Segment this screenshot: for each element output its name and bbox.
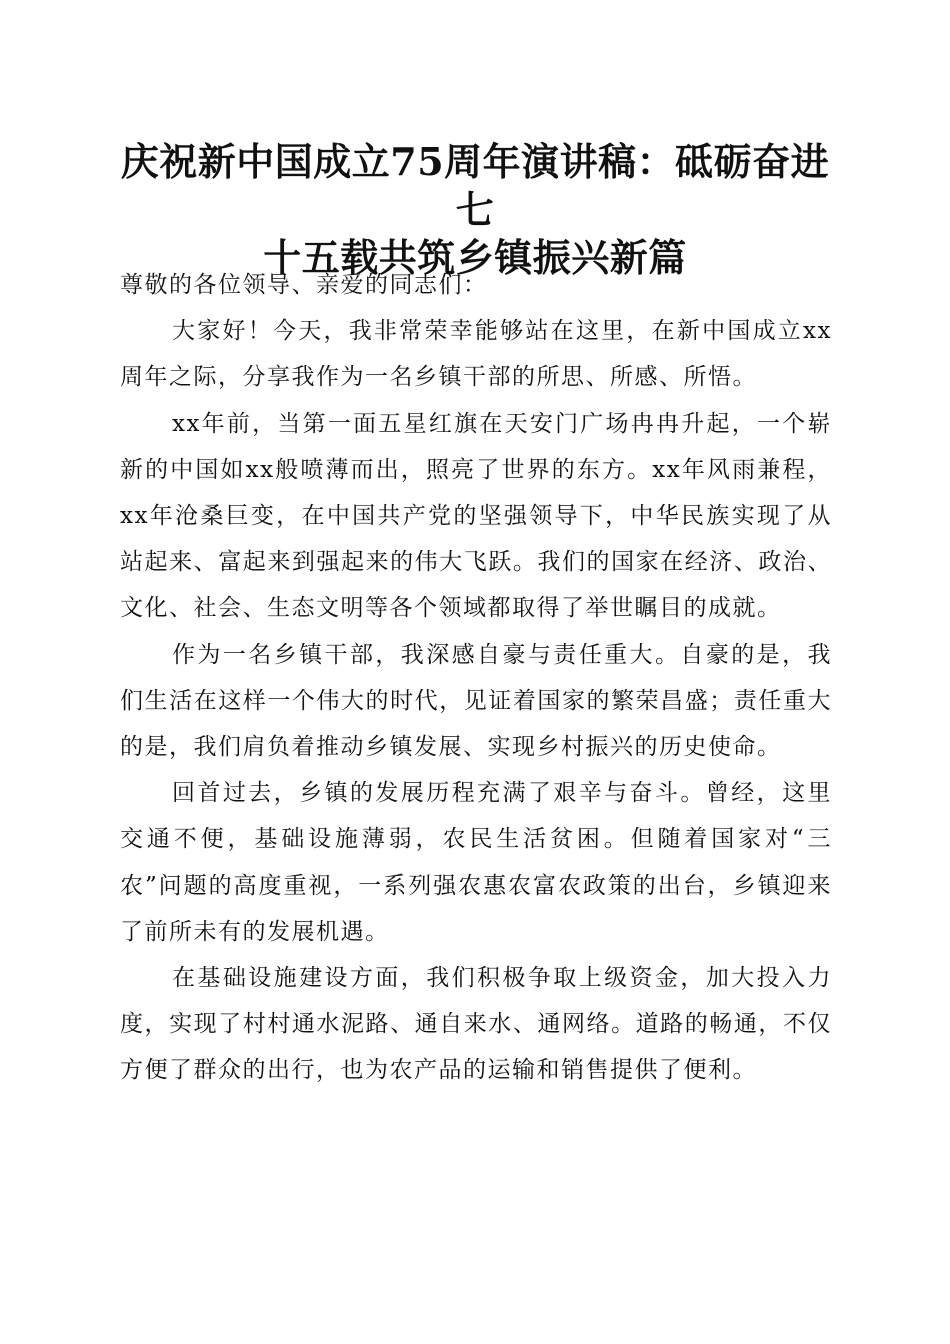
salutation: 尊敬的各位领导、亲爱的同志们： xyxy=(120,272,488,298)
document-title xyxy=(120,138,830,282)
title-line-2: 十五载共筑乡镇振兴新篇 xyxy=(263,235,687,280)
paragraph-3: 作为一名乡镇干部，我深感自豪与责任重大。自豪的是，我们生活在这样一个伟大的时代，见证着国家的繁荣昌盛；责任重大的是，我们肩负着推动乡镇发展、实现乡村振兴的历史使命。 xyxy=(120,641,832,761)
document-body xyxy=(120,262,832,1094)
paragraph-1: 大家好！今天，我非常荣幸能够站在这里，在新中国成立xx周年之际，分享我作为一名乡镇干部的所思、所感、所悟。 xyxy=(120,318,832,391)
paragraph-4: 回首过去，乡镇的发展历程充满了艰辛与奋斗。曾经，这里交通不便，基础设施薄弱，农民生活贫困。但随着国家对“三农”问题的高度重视，一系列强农惠农富农政策的出台，乡镇迎来了前所未有的发展机遇。 xyxy=(120,780,832,945)
title-line-1: 庆祝新中国成立75周年演讲稿：砥砺奋进七 xyxy=(120,139,830,232)
paragraph-2: xx年前，当第一面五星红旗在天安门广场冉冉升起，一个崭新的中国如xx般喷薄而出，照亮了世界的东方。xx年风雨兼程，xx年沧桑巨变，在中国共产党的坚强领导下，中华民族实现了从站起来、富起来到强起来的伟大飞跃。我们的国家在经济、政治、文化、社会、生态文明等各个领域都取得了举世瞩目的成就。 xyxy=(120,410,832,622)
paragraph-5: 在基础设施建设方面，我们积极争取上级资金，加大投入力度，实现了村村通水泥路、通自来水、通网络。道路的畅通，不仅方便了群众的出行，也为农产品的运输和销售提供了便利。 xyxy=(120,965,832,1084)
